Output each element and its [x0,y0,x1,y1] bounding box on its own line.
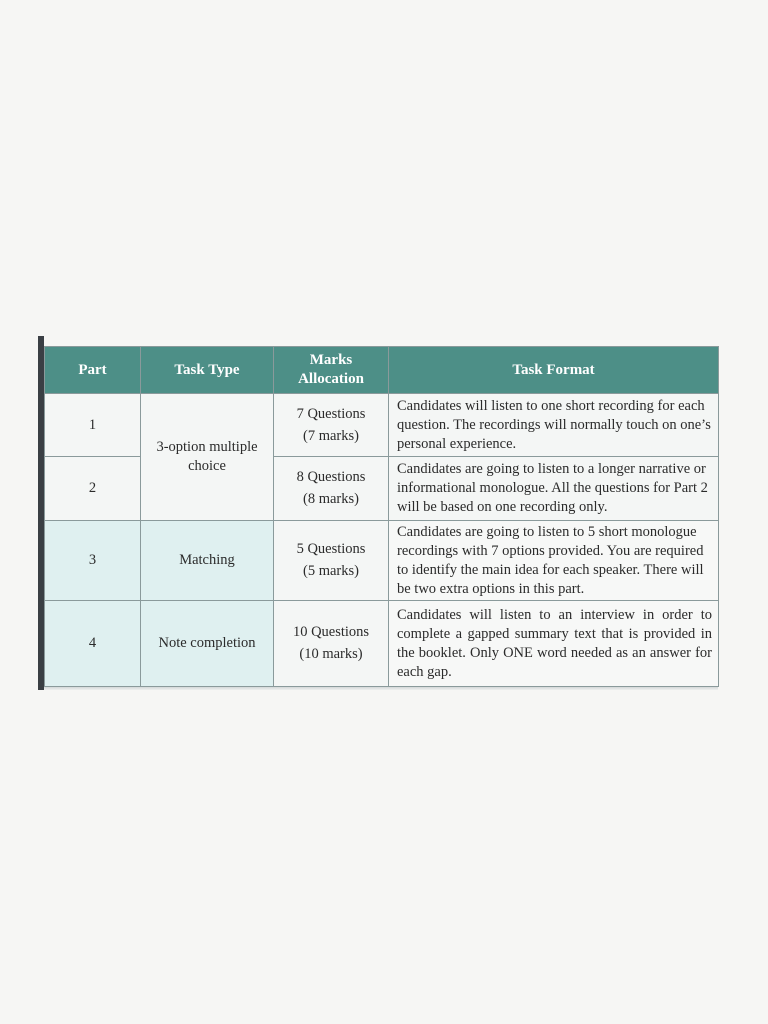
task-format-cell: Candidates are going to listen to a longer narrative or informational monologue. All the questions for Part 2 will be based on one recording only. [389,457,719,521]
task-format-cell: Candidates will listen to an interview in order to complete a gapped summary text that is provided in the booklet. Only ONE word needed as an answer for each gap. [389,601,719,687]
marks-allocation-cell [274,521,389,601]
marks-questions: 8 Questions [296,469,366,485]
marks-questions: 10 Questions [292,624,370,640]
header-marks-line2: Allocation [298,371,364,387]
table-header-row [45,347,719,394]
task-type-cell: Note completion [141,601,274,687]
table-row [45,521,719,601]
listening-task-table [44,346,719,687]
header-marks-allocation [274,347,389,394]
marks-allocation-cell [274,394,389,457]
table-row [45,601,719,687]
header-task-type: Task Type [141,347,274,394]
marks-points: (7 marks) [303,427,359,444]
header-part: Part [45,347,141,394]
header-marks-line1: Marks [309,352,353,368]
part-number: 2 [45,457,141,521]
task-format-cell: Candidates are going to listen to 5 short monologue recordings with 7 options provided. You are required to identify the main idea for each speaker. There will be two extra options in this part. [389,521,719,601]
header-task-format: Task Format [389,347,719,394]
task-type-cell: Matching [141,521,274,601]
task-format-cell: Candidates will listen to one short recording for each question. The recordings will normally touch on one’s personal experience. [389,394,719,457]
marks-points: (5 marks) [303,563,359,579]
marks-allocation-cell [274,457,389,521]
task-type-cell: 3-option multiple choice [141,394,274,521]
marks-questions: 5 Questions [296,541,366,557]
part-number: 4 [45,601,141,687]
part-number: 3 [45,521,141,601]
marks-allocation-cell [274,601,389,687]
marks-points: (10 marks) [299,646,363,662]
table-row [45,394,719,457]
marks-points: (8 marks) [303,491,359,507]
marks-questions: 7 Questions [296,405,366,422]
part-number: 1 [45,394,141,457]
